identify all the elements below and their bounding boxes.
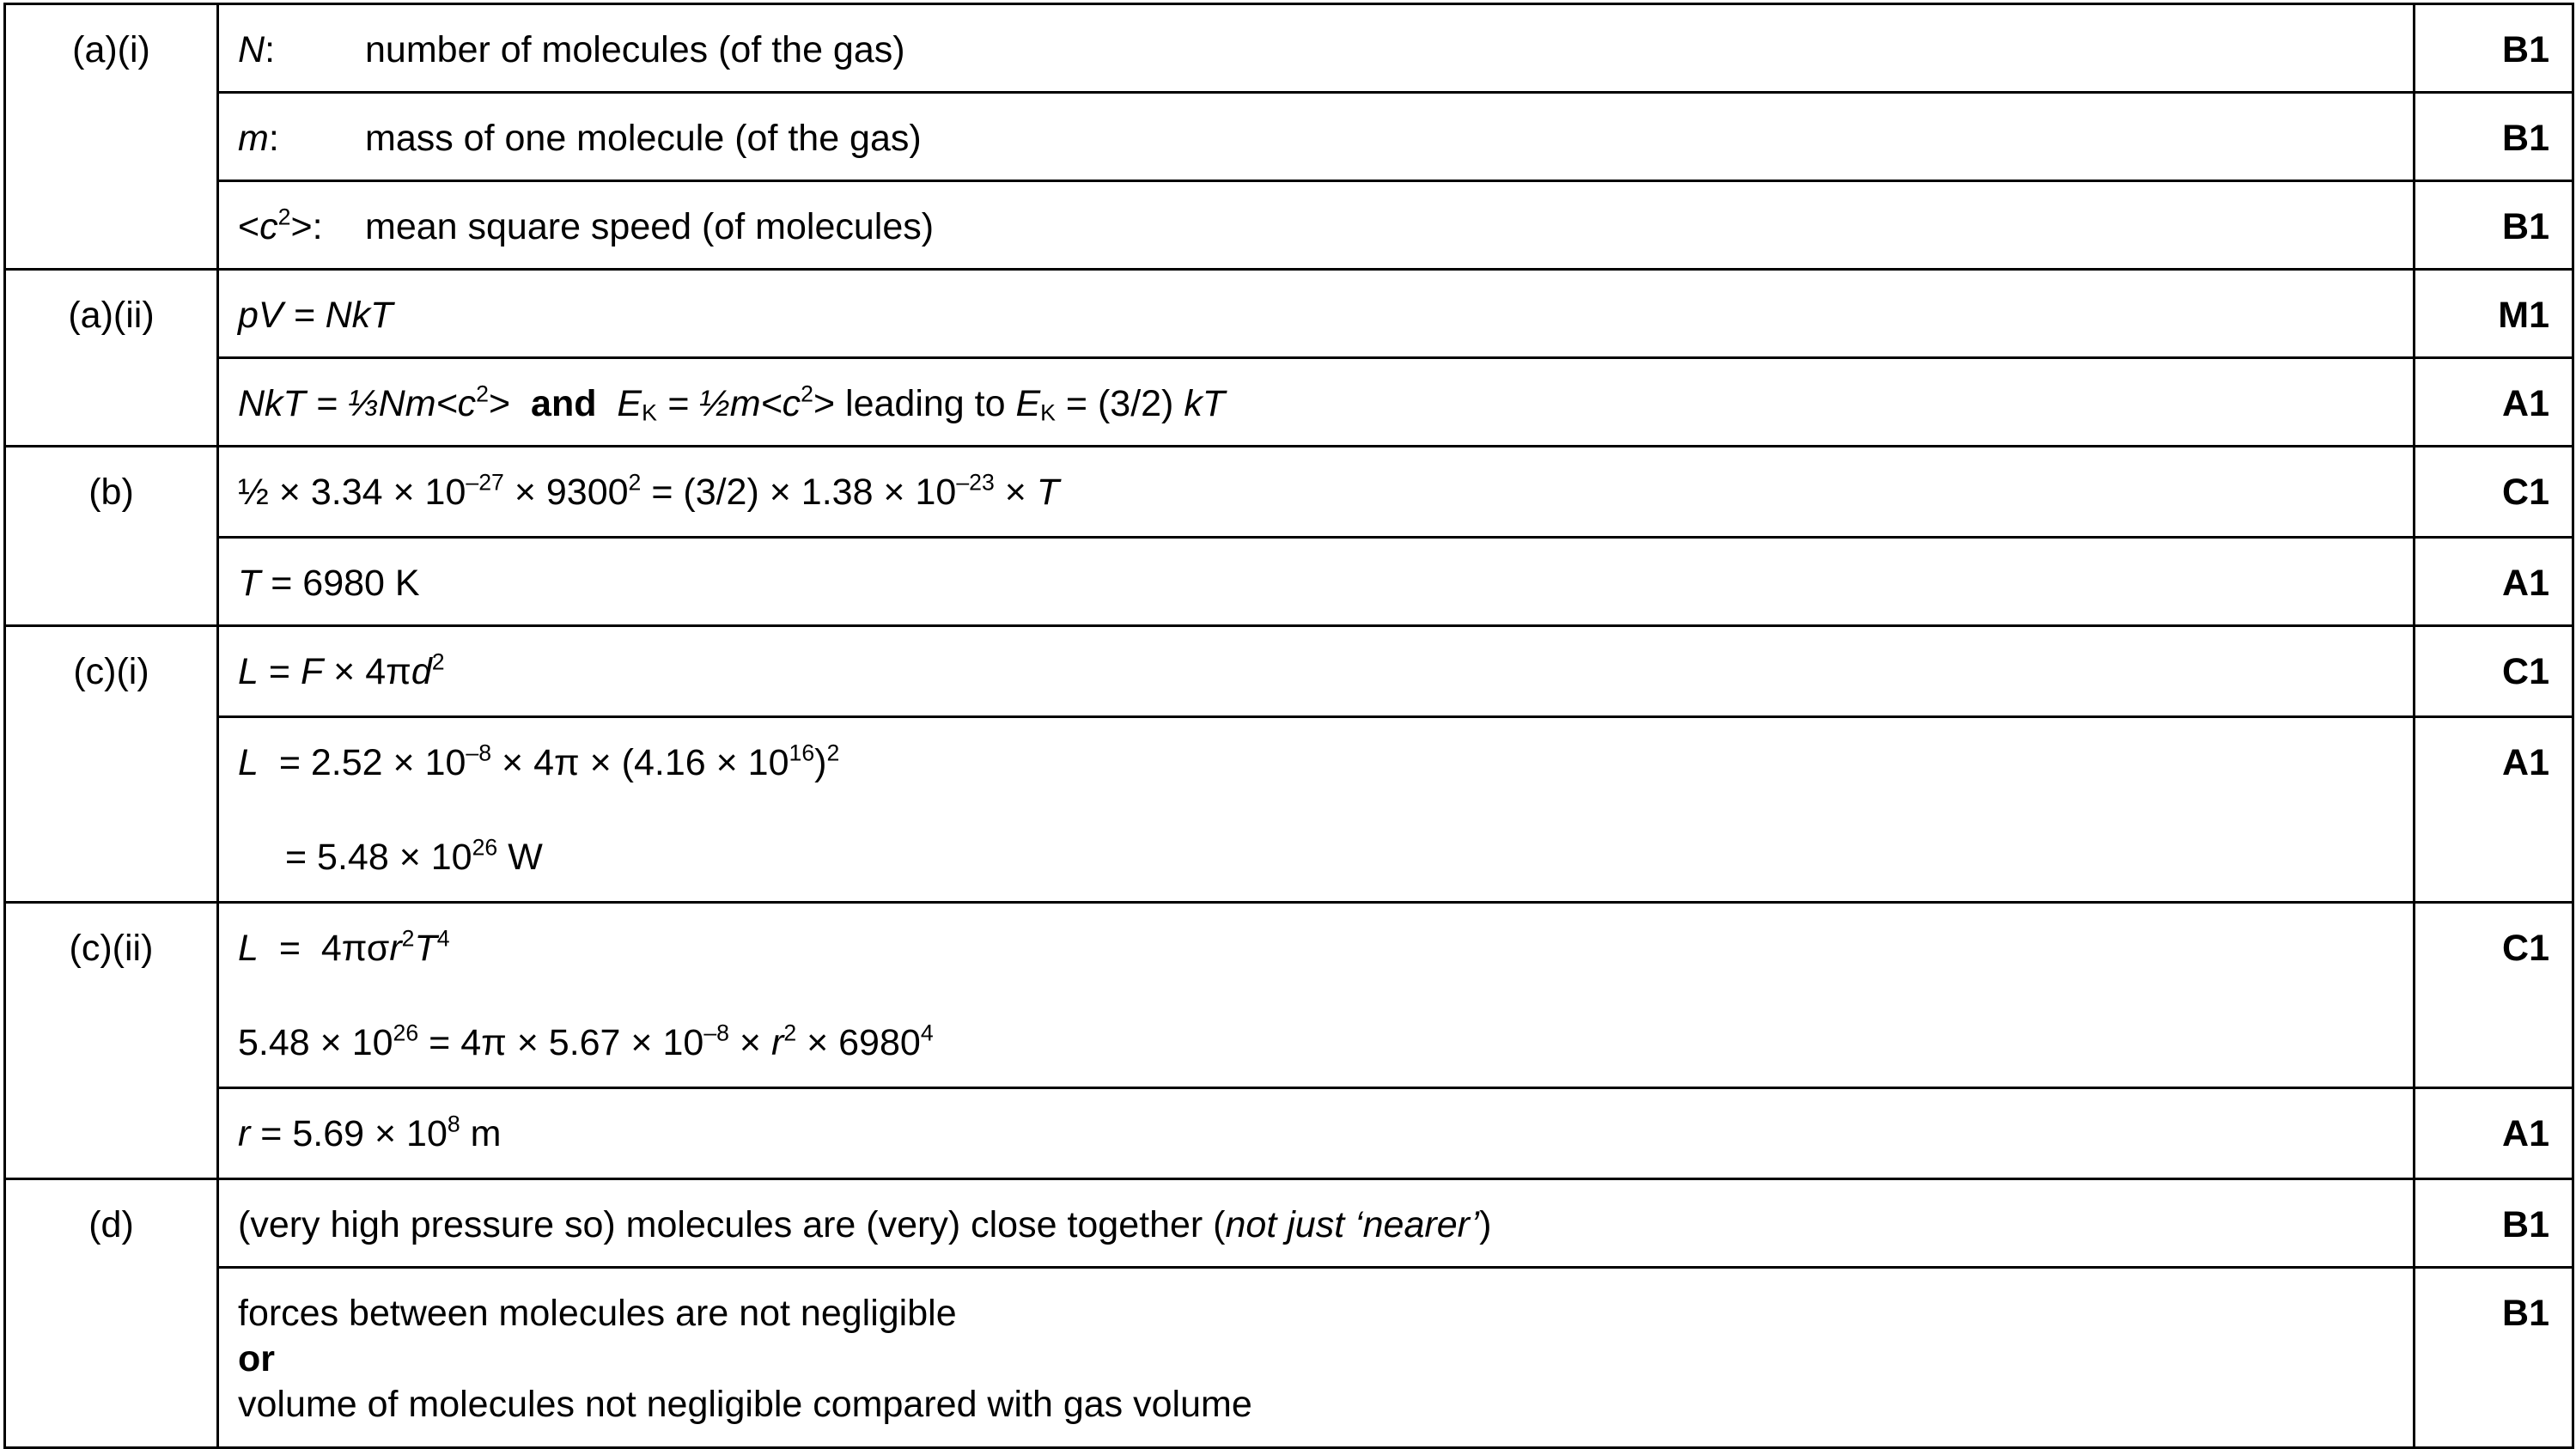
table-row (5, 626, 2573, 717)
question-number: (a)(i) (5, 4, 218, 270)
table-row (5, 1268, 2573, 1448)
answer-cell: ½ × $3.34 \times 10^{-27} \times 9300^2 = (3/2) \times 1.38 \times 10^{-23} \times T$ (218, 447, 2415, 538)
answer-cell: $r = 5.69 \times 10^8$ m (218, 1088, 2415, 1179)
table-row (5, 538, 2573, 626)
answer-line: volume of molecules not negligible compared with gas volume (238, 1384, 1252, 1425)
mark-cell: A1 (2415, 538, 2573, 626)
table-row (5, 4, 2573, 93)
mark-cell: B1 (2415, 181, 2573, 270)
mark-cell: B1 (2415, 1179, 2573, 1268)
table-row (5, 903, 2573, 1088)
table-row (5, 93, 2573, 181)
mark-cell: A1 (2415, 358, 2573, 447)
answer-line: = $5.48 \times 10^{26}$ W (285, 834, 543, 878)
or-separator: or (238, 1338, 275, 1379)
answer-cell (218, 1268, 2415, 1448)
table-row (5, 717, 2573, 903)
mark-cell: B1 (2415, 1268, 2573, 1448)
table-row (5, 447, 2573, 538)
mark-cell: M1 (2415, 270, 2573, 358)
answer-cell: $L = F \times 4\pi d^2$ (218, 626, 2415, 717)
answer-line: $L = 2.52 \times 10^{-8} \times 4\pi \times (4.16 \times 10^{16})^2$ (238, 740, 840, 783)
mark-cell: A1 (2415, 1088, 2573, 1179)
mark-cell: C1 (2415, 626, 2573, 717)
question-number: (c)(ii) (5, 903, 218, 1179)
mark-cell: B1 (2415, 93, 2573, 181)
answer-cell: NkT = $\frac{1}{3}Nm<c^2>$ and $E_K$ = $\frac{1}{2}m<c^2>$ leading to $E_K = (3/2)$ kT (218, 358, 2415, 447)
mark-scheme-table (3, 3, 2574, 1449)
table-row (5, 270, 2573, 358)
table-row (5, 1179, 2573, 1268)
mark-cell: C1 (2415, 903, 2573, 1088)
answer-cell (218, 717, 2415, 903)
answer-line: forces between molecules are not negligible (238, 1293, 957, 1334)
table-row (5, 358, 2573, 447)
answer-cell (218, 903, 2415, 1088)
answer-line: $L = 4\pi\sigma r^2T^4$ (238, 925, 450, 969)
table-row (5, 181, 2573, 270)
question-number: (a)(ii) (5, 270, 218, 447)
answer-line: $5.48 \times 10^{26} = 4\pi \times 5.67 \times 10^{-8} \times r^2 \times 6980^4$ (238, 1020, 934, 1063)
answer-cell: T = 6980 K (218, 538, 2415, 626)
answer-cell: N: number of molecules (of the gas) (218, 4, 2415, 93)
mark-cell: B1 (2415, 4, 2573, 93)
mark-cell: A1 (2415, 717, 2573, 903)
question-number: (c)(i) (5, 626, 218, 903)
answer-cell: m: mass of one molecule (of the gas) (218, 93, 2415, 181)
question-number: (d) (5, 1179, 218, 1448)
mark-cell: C1 (2415, 447, 2573, 538)
table-row (5, 1088, 2573, 1179)
question-number: (b) (5, 447, 218, 626)
answer-cell: (very high pressure so) molecules are (very) close together (not just ‘nearer’) (218, 1179, 2415, 1268)
answer-cell: $<c^2>$: mean square speed (of molecules) (218, 181, 2415, 270)
answer-cell: pV = NkT (218, 270, 2415, 358)
